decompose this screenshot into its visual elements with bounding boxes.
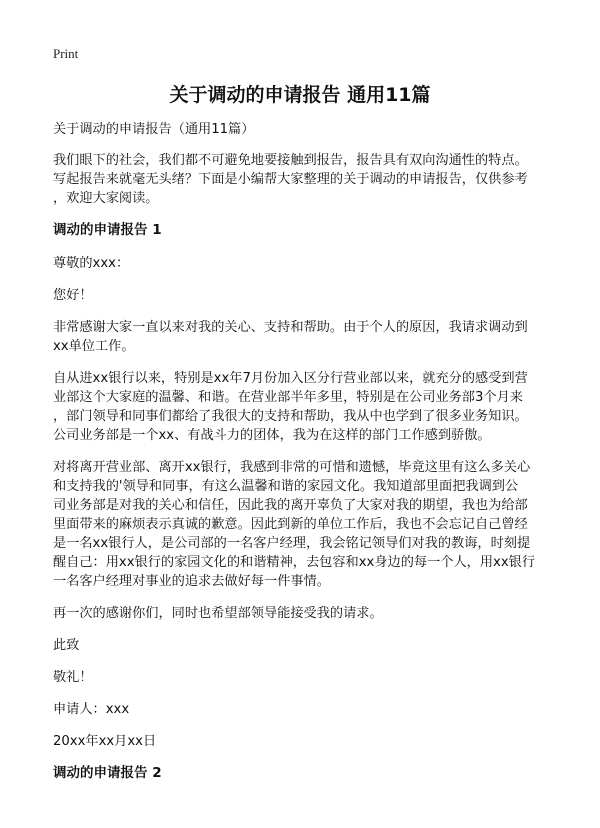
intro-paragraph [53, 151, 553, 208]
text-line: 写起报告来就毫无头绪？下面是小编帮大家整理的关于调动的申请报告，仅供参考 [53, 172, 528, 187]
text-line: 业部这个大家庭的温馨、和谐。在营业部半年多里，特别是在公司业务部3个月来 [53, 390, 523, 405]
text-line: 公司业务部是一个xx、有战斗力的团体，我为在这样的部门工作感到骄傲。 [53, 428, 491, 443]
greeting: 您好！ [53, 288, 93, 303]
salutation: 尊敬的xxx： [53, 256, 130, 271]
applicant-line: 申请人：xxx [53, 702, 130, 717]
text-line: 里面带来的麻烦表示真诚的歉意。因此到新的单位工作后，我也不会忘记自己曾经 [53, 517, 528, 532]
text-line: 醒自己：用xx银行的家园文化的和谐精神，去包容和xx身边的每一个人，用xx银行 [53, 555, 536, 570]
text-line: xx单位工作。 [53, 339, 135, 354]
document-subtitle: 关于调动的申请报告（通用11篇） [53, 122, 255, 137]
text-line: 一名客户经理对事业的追求去做好每一件事情。 [53, 574, 330, 589]
closing-line-2: 敬礼！ [53, 670, 93, 685]
paragraph-4: 再一次的感谢你们，同时也希望部领导能接受我的请求。 [53, 606, 383, 621]
text-line: 司业务部是对我的关心和信任，因此我的离开辜负了大家对我的期望，我也为给部 [53, 498, 528, 513]
text-line: ，欢迎大家阅读。 [53, 191, 159, 206]
text-line: 自从进xx银行以来，特别是xx年7月份加入区分行营业部以来，就充分的感受到营 [53, 371, 528, 386]
paragraph-2 [53, 369, 553, 445]
paragraph-3 [53, 458, 553, 591]
page-title: 关于调动的申请报告 通用11篇 [169, 84, 431, 106]
section-heading-1: 调动的申请报告 1 [53, 222, 162, 238]
text-line: 对将离开营业部、离开xx银行，我感到非常的可惜和遗憾，毕竟这里有这么多关心 [53, 460, 531, 475]
text-line: 是一名xx银行人，是公司部的一名客户经理，我会铭记领导们对我的教诲，时刻提 [53, 536, 531, 551]
date-line: 20xx年xx月xx日 [53, 734, 157, 749]
section-heading-2: 调动的申请报告 2 [53, 765, 162, 781]
text-line: ，部门领导和同事们都给了我很大的支持和帮助，我从中也学到了很多业务知识。 [53, 409, 528, 424]
paragraph-1 [53, 318, 553, 356]
closing-line-1: 此致 [53, 638, 80, 653]
text-line: 我们眼下的社会，我们都不可避免地要接触到报告，报告具有双向沟通性的特点。 [53, 153, 528, 168]
text-line: 非常感谢大家一直以来对我的关心、支持和帮助。由于个人的原因，我请求调动到 [53, 320, 528, 335]
text-line: 和支持我的'领导和同事，有这么温馨和谐的家园文化。我知道部里面把我调到公 [53, 479, 519, 494]
print-link[interactable]: Print [53, 46, 79, 61]
document-body [53, 120, 553, 797]
